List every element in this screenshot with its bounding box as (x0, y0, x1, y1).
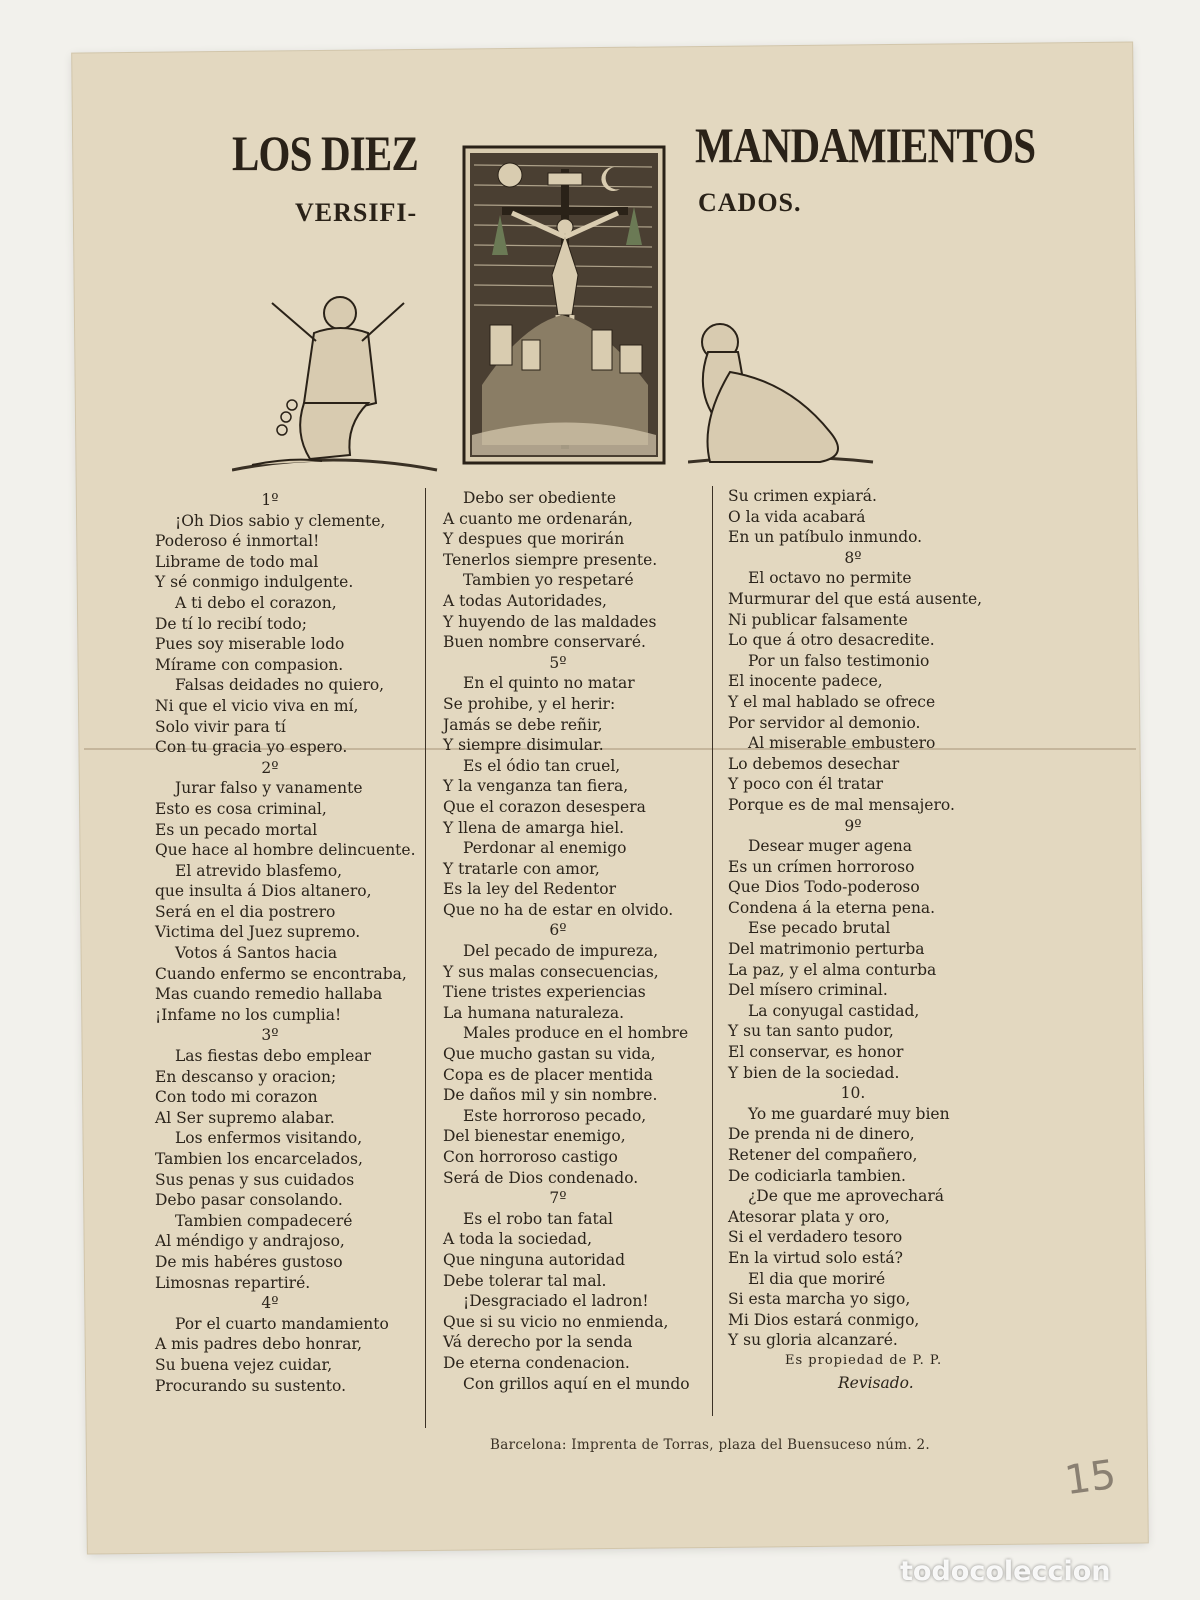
verse-line: Por servidor al demonio. (728, 713, 921, 732)
printer-imprint: Barcelona: Imprenta de Torras, plaza del Buensuceso núm. 2. (490, 1437, 931, 1453)
verse-line: Que no ha de estar en olvido. (443, 900, 674, 919)
verse-line: Falsas deidades no quiero, (175, 676, 385, 695)
verse-line: En la virtud solo está? (728, 1248, 903, 1267)
verse-line: De mis habéres gustoso (155, 1252, 343, 1271)
verse-line: ¡Desgraciado el ladron! (463, 1292, 649, 1311)
verse-line: Y la venganza tan fiera, (443, 777, 629, 796)
verse-line: Sus penas y sus cuidados (155, 1170, 355, 1189)
verse-line: Por el cuarto mandamiento (175, 1314, 389, 1333)
verse-line: Que el corazon desespera (443, 797, 646, 816)
verse-line: Debo pasar consolando. (155, 1191, 343, 1210)
verse-line: El octavo no permite (748, 569, 912, 588)
column-divider-1 (425, 488, 426, 1428)
verse-line: Vá derecho por la senda (443, 1333, 633, 1352)
verse-line: Y su tan santo pudor, (728, 1022, 894, 1041)
verse-line: Con tu gracia yo espero. (155, 738, 348, 757)
verse-line: Mírame con compasion. (155, 655, 344, 674)
commandment-number: 4º (261, 1294, 279, 1313)
verse-line: Y bien de la sociedad. (728, 1063, 900, 1082)
verse-line: Y sé conmigo indulgente. (155, 573, 354, 592)
verse-line: Que si su vicio no enmienda, (443, 1312, 669, 1331)
verse-line: ¡Oh Dios sabio y clemente, (175, 511, 386, 530)
verse-line: Del mísero criminal. (728, 981, 888, 1000)
verse-line: Solo vivir para tí (155, 717, 286, 736)
verse-line: Porque es de mal mensajero. (728, 795, 955, 814)
verse-line: Del bienestar enemigo, (443, 1127, 626, 1146)
verse-line: A toda la sociedad, (443, 1230, 593, 1249)
verse-line: Que Dios Todo-poderoso (728, 878, 920, 897)
verse-line: Que hace al hombre delincuente. (155, 841, 416, 860)
verse-line: Mas cuando remedio hallaba (155, 985, 383, 1004)
verse-line: Limosnas repartiré. (155, 1273, 311, 1292)
verse-line: Y huyendo de las maldades (443, 612, 657, 631)
verse-line: Es la ley del Redentor (443, 880, 617, 899)
verse-line: Con grillos aquí en el mundo (463, 1374, 690, 1393)
verse-line: Tiene tristes experiencias (443, 983, 646, 1002)
verse-line: Perdonar al enemigo (463, 839, 627, 858)
verse-line: De prenda ni de dinero, (728, 1125, 915, 1144)
verse-line: Yo me guardaré muy bien (748, 1104, 950, 1123)
verse-line: Ni que el vicio viva en mí, (155, 696, 359, 715)
verse-line: Pues soy miserable lodo (155, 635, 345, 654)
verse-line: Y tratarle con amor, (443, 859, 600, 878)
verse-line: Lo debemos desechar (728, 754, 900, 773)
verse-line: Es un crímen horroroso (728, 857, 915, 876)
verse-line: La conyugal castidad, (748, 1001, 920, 1020)
verse-line: Atesorar plata y oro, (728, 1207, 890, 1226)
verse-line: Si esta marcha yo sigo, (728, 1290, 911, 1309)
verse-line: Condena á la eterna pena. (728, 898, 936, 917)
verse-line: Tambien los encarcelados, (155, 1150, 363, 1168)
verse-line: Y el mal hablado se ofrece (728, 692, 936, 711)
verse-line: En un patíbulo inmundo. (728, 528, 923, 547)
verse-line: Del matrimonio perturba (728, 940, 925, 959)
verse-line: Que ninguna autoridad (443, 1250, 626, 1269)
verse-line: Ese pecado brutal (748, 919, 891, 938)
commandment-number: 8º (844, 548, 862, 567)
verse-line: Jurar falso y vanamente (175, 779, 363, 798)
verse-line: O la vida acabará (728, 507, 866, 526)
verse-line: A cuanto me ordenarán, (443, 509, 633, 528)
verse-line: Votos á Santos hacia (175, 944, 338, 963)
verse-line: Librame de todo mal (155, 552, 319, 571)
verse-line: De tí lo recibí todo; (155, 614, 307, 633)
verse-line: Buen nombre conservaré. (443, 633, 646, 652)
verse-line: Los enfermos visitando, (175, 1129, 363, 1148)
verse-line: Esto es cosa criminal, (155, 799, 327, 818)
verse-line: Tenerlos siempre presente. (443, 550, 658, 569)
commandment-number: 10. (840, 1084, 866, 1103)
verse-line: Ni publicar falsamente (728, 610, 908, 629)
verse-line: Y sus malas consecuencias, (443, 962, 659, 981)
verse-line: Tambien compadeceré (175, 1211, 353, 1230)
commandment-number: 5º (549, 653, 567, 672)
verse-line: Jamás se debe reñir, (443, 715, 603, 734)
property-notice: Es propiedad de P. P. (785, 1353, 943, 1368)
verse-line: Al Ser supremo alabar. (155, 1108, 335, 1127)
verse-line: Será de Dios condenado. (443, 1168, 639, 1187)
verse-line: A ti debo el corazon, (175, 593, 337, 612)
verse-line: Su crimen expiará. (728, 487, 877, 505)
kneeling-woman-woodcut (688, 312, 878, 472)
verse-line: Tambien yo respetaré (463, 571, 634, 590)
verse-line: El inocente padece, (728, 672, 883, 691)
kneeling-prisoner-woodcut (232, 285, 442, 480)
verse-column-1 (155, 490, 425, 1396)
verse-line: Por un falso testimonio (748, 651, 930, 670)
commandment-number: 7º (549, 1189, 567, 1208)
commandment-number: 1º (261, 491, 279, 509)
verse-line: Debo ser obediente (463, 489, 617, 507)
verse-line: Murmurar del que está ausente, (728, 589, 983, 608)
verse-column-3 (728, 486, 1018, 1351)
verse-line: Al miserable embustero (748, 734, 936, 753)
watermark-logo: todocoleccion (900, 1556, 1111, 1587)
verse-line: Poderoso é inmortal! (155, 532, 320, 551)
verse-line: Su buena vejez cuidar, (155, 1355, 333, 1374)
verse-line: Y despues que morirán (443, 530, 625, 549)
subtitle-left: VERSIFI- (295, 198, 418, 227)
verse-line: A todas Autoridades, (443, 591, 607, 610)
verse-line: Copa es de placer mentida (443, 1065, 653, 1084)
verse-line: En descanso y oracion; (155, 1067, 337, 1086)
verse-line: Cuando enfermo se encontraba, (155, 964, 407, 983)
commandment-number: 9º (844, 816, 862, 835)
verse-line: Es un pecado mortal (155, 820, 318, 839)
verse-line: Del pecado de impureza, (463, 942, 659, 961)
subtitle-right: CADOS. (698, 188, 802, 217)
commandment-number: 2º (261, 758, 279, 777)
verse-line: De eterna condenacion. (443, 1353, 630, 1372)
verse-column-2 (443, 488, 713, 1394)
verse-line: Males produce en el hombre (463, 1024, 689, 1043)
verse-line: El atrevido blasfemo, (175, 861, 343, 880)
pencil-annotation: 15 (1062, 1451, 1119, 1505)
verse-line: El conservar, es honor (728, 1043, 904, 1062)
verse-line: Será en el dia postrero (155, 902, 336, 921)
verse-line: Y llena de amarga hiel. (443, 818, 625, 837)
verse-line: Desear muger agena (748, 837, 912, 856)
crucifixion-woodcut (462, 145, 666, 465)
verse-line: Que mucho gastan su vida, (443, 1045, 656, 1064)
verse-line: Y su gloria alcanzaré. (728, 1331, 898, 1350)
title-left: LOS DIEZ (232, 125, 418, 181)
commandment-number: 3º (261, 1026, 279, 1045)
verse-line: A mis padres debo honrar, (155, 1335, 363, 1354)
verse-line: Lo que á otro desacredite. (728, 631, 935, 650)
title-right: MANDAMIENTOS (695, 117, 1036, 173)
verse-line: Si el verdadero tesoro (728, 1228, 903, 1247)
verse-line: Este horroroso pecado, (463, 1106, 647, 1125)
verse-line: Procurando su sustento. (155, 1376, 347, 1395)
commandment-number: 6º (549, 921, 567, 940)
verse-line: En el quinto no matar (463, 674, 635, 693)
verse-line: Al méndigo y andrajoso, (155, 1232, 345, 1251)
verse-line: Es el robo tan fatal (463, 1209, 613, 1228)
verse-line: De codiciarla tambien. (728, 1166, 906, 1185)
verse-line: Retener del compañero, (728, 1146, 918, 1164)
verse-line: ¡Infame no los cumplia! (155, 1005, 342, 1024)
verse-line: Se prohibe, y el herir: (443, 694, 616, 713)
verse-line: ¿De que me aprovechará (748, 1187, 945, 1206)
verse-line: De daños mil y sin nombre. (443, 1086, 658, 1105)
verse-line: La paz, y el alma conturba (728, 960, 937, 979)
verse-line: Debe tolerar tal mal. (443, 1271, 607, 1290)
verse-line: Y poco con él tratar (728, 775, 884, 794)
verse-line: Las fiestas debo emplear (175, 1047, 372, 1066)
revised-note: Revisado. (838, 1374, 914, 1392)
verse-line: Y siempre disimular. (443, 736, 604, 755)
verse-line: Con horroroso castigo (443, 1148, 618, 1166)
verse-line: El dia que moriré (748, 1269, 886, 1288)
verse-line: Mi Dios estará conmigo, (728, 1310, 920, 1329)
verse-line: Con todo mi corazon (155, 1088, 318, 1107)
verse-line: Victima del Juez supremo. (155, 923, 361, 942)
verse-line: La humana naturaleza. (443, 1003, 625, 1022)
verse-line: Es el ódio tan cruel, (463, 756, 621, 775)
verse-line: que insulta á Dios altanero, (155, 882, 372, 901)
